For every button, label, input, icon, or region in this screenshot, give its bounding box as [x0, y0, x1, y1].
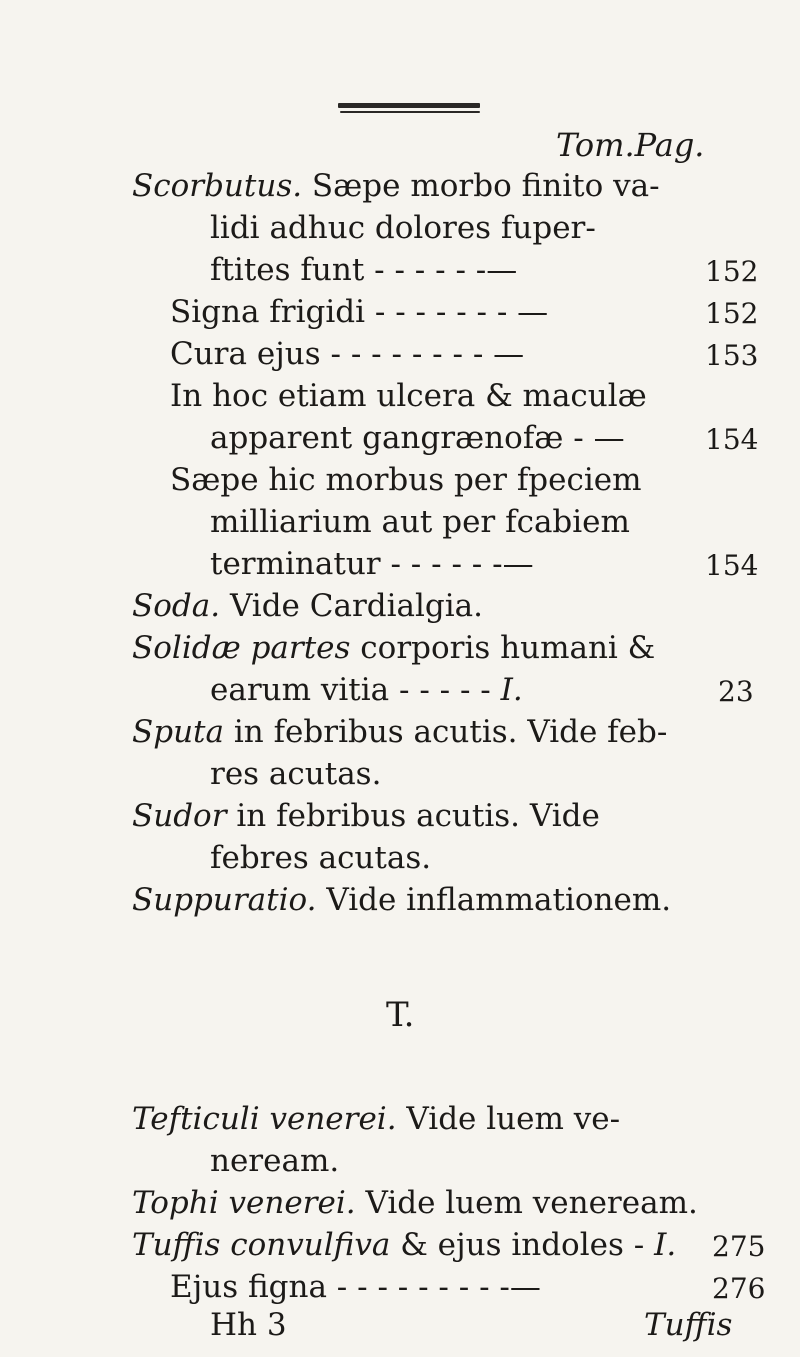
entry-text: earum vitia - - - - -: [210, 672, 501, 708]
entry-line: Ejus figna - - - - - - - - -—: [170, 1269, 541, 1305]
page-ref: 23: [718, 675, 754, 708]
page-ref: 275: [712, 1230, 766, 1263]
entry-heading: Scorbutus.: [132, 168, 303, 204]
entry-line: Sæpe hic morbus per fpeciem: [170, 462, 642, 498]
entry-heading: Soda.: [132, 588, 221, 624]
entry-suppuratio: [132, 881, 671, 919]
entry-heading: Tefticuli venerei.: [132, 1101, 397, 1137]
entry-line: terminatur - - - - - -—: [210, 546, 534, 582]
entry-sudor: [132, 797, 600, 835]
entry-solidae-partes: [132, 629, 655, 667]
entry-tussis: [132, 1226, 676, 1264]
entry-text: Vide Cardialgia.: [220, 588, 484, 624]
entry-line: res acutas.: [210, 756, 382, 792]
entry-heading: Tuffis convulfiva: [132, 1227, 391, 1263]
entry-heading: Suppuratio.: [132, 882, 317, 918]
page-ref: 153: [705, 339, 759, 372]
entry-tophi: [132, 1184, 698, 1222]
page-ref: 276: [712, 1272, 766, 1305]
entry-line: ftites funt - - - - - -—: [210, 252, 518, 288]
entry-line: Signa frigidi - - - - - - - —: [170, 294, 549, 330]
header-rule: [338, 103, 480, 108]
entry-heading: Solidæ partes: [132, 630, 351, 666]
entry-line: lidi adhuc dolores fuper-: [210, 210, 596, 246]
entry-heading: Sudor: [132, 798, 227, 834]
entry-line: Cura ejus - - - - - - - - —: [170, 336, 525, 372]
signature-mark: Hh 3: [210, 1307, 287, 1343]
entry-testiculi: [132, 1100, 620, 1138]
page-ref: 154: [705, 423, 759, 456]
page-ref: 154: [705, 549, 759, 582]
entry-soda: [132, 587, 483, 625]
page-ref: 152: [705, 255, 759, 288]
entry-line: neream.: [210, 1143, 340, 1179]
entry-text: in febribus acutis. Vide: [226, 798, 600, 834]
section-letter: T.: [386, 995, 415, 1035]
entry-scorbutus: [132, 167, 660, 205]
entry-text: Vide inflammationem.: [316, 882, 672, 918]
entry-heading: Sputa: [132, 714, 224, 750]
entry-text: corporis humani &: [350, 630, 656, 666]
entry-sputa: [132, 713, 667, 751]
volume-ref: I.: [500, 672, 523, 708]
entry-line: febres acutas.: [210, 840, 432, 876]
volume-ref: I.: [654, 1227, 677, 1263]
entry-line: milliarium aut per fcabiem: [210, 504, 630, 540]
entry-text: Vide luem ve-: [396, 1101, 621, 1137]
column-header: Tom.Pag.: [556, 126, 705, 164]
entry-text: & ejus indoles -: [390, 1227, 655, 1263]
entry-text: Sæpe morbo finito va-: [302, 168, 660, 204]
header-rule-thin: [340, 111, 480, 113]
entry-heading: Tophi venerei.: [132, 1185, 356, 1221]
page-ref: 152: [705, 297, 759, 330]
entry-line: In hoc etiam ulcera & maculæ: [170, 378, 647, 414]
entry-text: Vide luem veneream.: [355, 1185, 698, 1221]
entry-text: in febribus acutis. Vide feb-: [224, 714, 668, 750]
entry-line: apparent gangrænofæ - —: [210, 420, 625, 456]
entry-line: [210, 671, 523, 709]
catchword: Tuffis: [644, 1307, 733, 1343]
